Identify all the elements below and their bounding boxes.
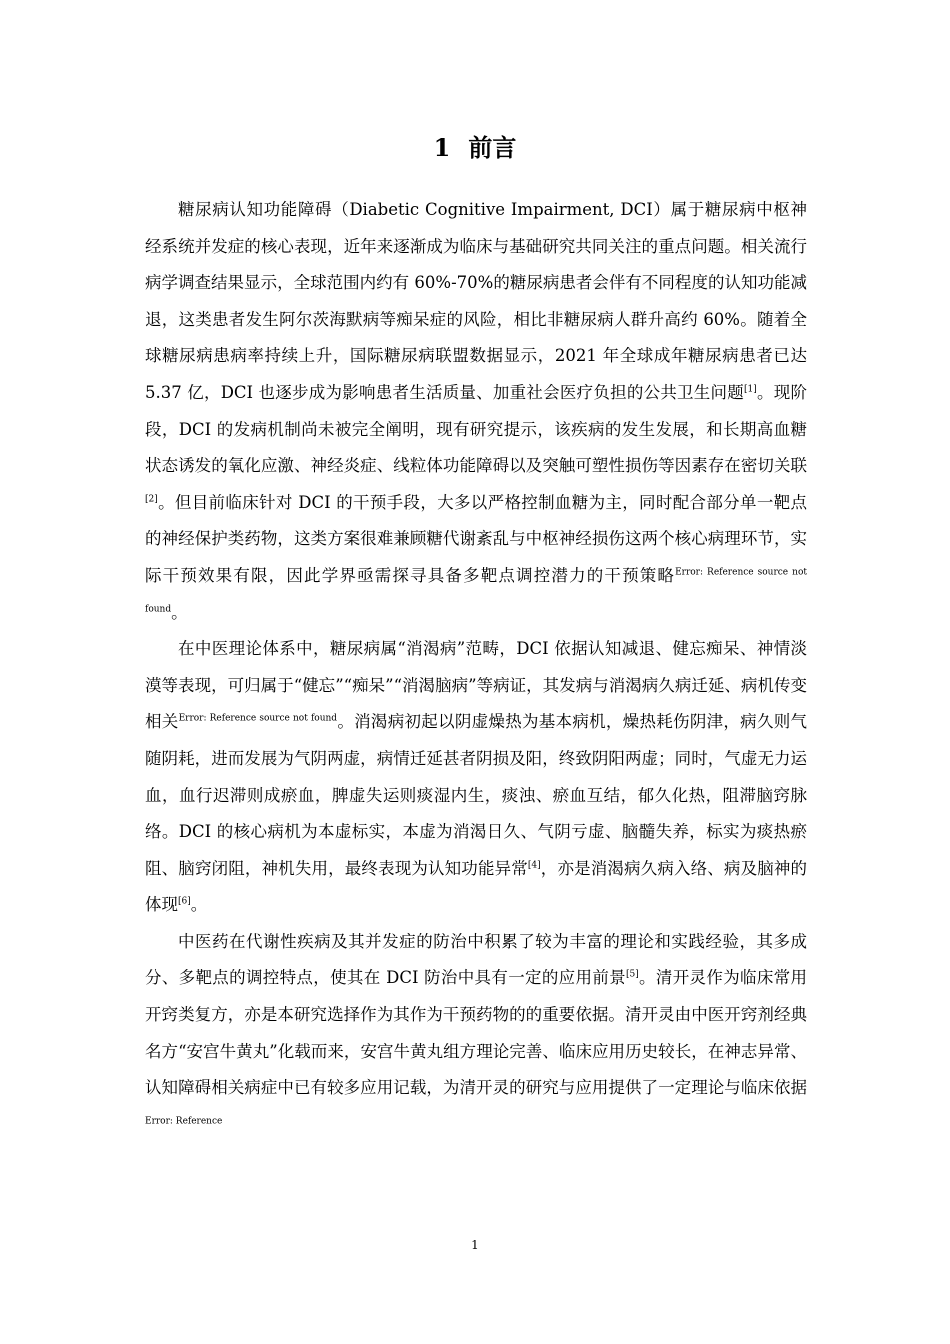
paragraph-text: 。消渴病初起以阴虚燥热为基本病机，燥热耗伤阴津，病久则气随阴耗，进而发展为气阴两虚，病情迁延甚者阴损及阳，终致阴阳两虚；同时，气虚无力运血，血行迟滞则成瘀血，脾虚失运则痰湿内生，痰浊、瘀血互结，郁久化热，阻滞脑窍脉络。DCI 的核心病机为本虚标实，本虚为消渴日久、气阴亏虚、脑髓失养，标实为痰热瘀阻、脑窍闭阻，神机失用，最终表现为认知功能异常 [145, 712, 808, 878]
citation-error[interactable]: Error: Reference [145, 1116, 223, 1127]
paragraph [145, 631, 807, 924]
section-heading [0, 130, 950, 166]
body-text [145, 192, 807, 1143]
paragraph-text: 。 [190, 895, 208, 915]
paragraph-text: 。清开灵作为临床常用开窍类复方，亦是本研究选择作为其作为干预药物的的重要依据。清开灵由中医开窍剂经典名方“安宫牛黄丸”化载而来，安宫牛黄丸组方理论完善、临床应用历史较长，在神志异常、认知障碍相关病症中已有较多应用记载，为清开灵的研究与应用提供了一定理论与临床依据 [145, 968, 807, 1098]
paragraph-text: 。但目前临床针对 DCI 的干预手段，大多以严格控制血糖为主，同时配合部分单一靶点的神经保护类药物，这类方案很难兼顾糖代谢紊乱与中枢神经损伤这两个核心病理环节，实际干预效果有限，因此学界亟需探寻具备多靶点调控潜力的干预策略 [145, 492, 807, 585]
section-title: 前言 [468, 133, 517, 162]
citation[interactable]: [4] [527, 860, 541, 871]
citation-error[interactable]: Error: Reference source not found [145, 567, 807, 615]
citation[interactable]: [5] [625, 969, 639, 980]
citation[interactable]: [2] [145, 494, 158, 505]
paragraph-text: ，亦是消渴病久病入络、病及脑神的体现 [145, 858, 808, 915]
paragraph-text: 糖尿病认知功能障碍（Diabetic Cognitive Impairment, DCI）属于糖尿病中枢神经系统并发症的核心表现，近年来逐渐成为临床与基础研究共同关注的重点问题。相关流行病学调查结果显示，全球范围内约有 60%-70%的糖尿病患者会伴有不同程度的认知功能减退，这类患者发生阿尔茨海默病等痴呆症的风险，相比非糖尿病人群升高约 60%。随着全球糖尿病患病率持续上升，国际糖尿病联盟数据显示，2021 年全球成年糖尿病患者已达 5.37 亿，DCI 也逐步成为影响患者生活质量、加重社会医疗负担的公共卫生问题 [145, 200, 807, 402]
citation[interactable]: [6] [178, 896, 191, 907]
citation[interactable]: [1] [744, 384, 757, 395]
page-number: 1 [471, 1238, 479, 1252]
paragraph [145, 924, 807, 1144]
paragraph-text: 。 [171, 602, 188, 622]
paragraph-text: 。现阶段，DCI 的发病机制尚未被完全阐明，现有研究提示，该疾病的发生发展，和长期高血糖状态诱发的氧化应激、神经炎症、线粒体功能障碍以及突触可塑性损伤等因素存在密切关联 [145, 382, 808, 476]
paragraph-text: 中医药在代谢性疾病及其并发症的防治中积累了较为丰富的理论和实践经验，其多成分、多靶点的调控特点，使其在 DCI 防治中具有一定的应用前景 [145, 931, 807, 988]
citation-error[interactable]: Error: Reference source not found [178, 713, 338, 724]
paragraph [145, 192, 807, 631]
paragraph-text: 在中医理论体系中，糖尿病属“消渴病”范畴，DCI 依据认知减退、健忘痴呆、神情淡漠等表现，可归属于“健忘”“痴呆”“消渴脑病”等病证，其发病与消渴病久病迁延、病机传变相关 [145, 639, 807, 732]
section-number: 1 [433, 133, 451, 162]
